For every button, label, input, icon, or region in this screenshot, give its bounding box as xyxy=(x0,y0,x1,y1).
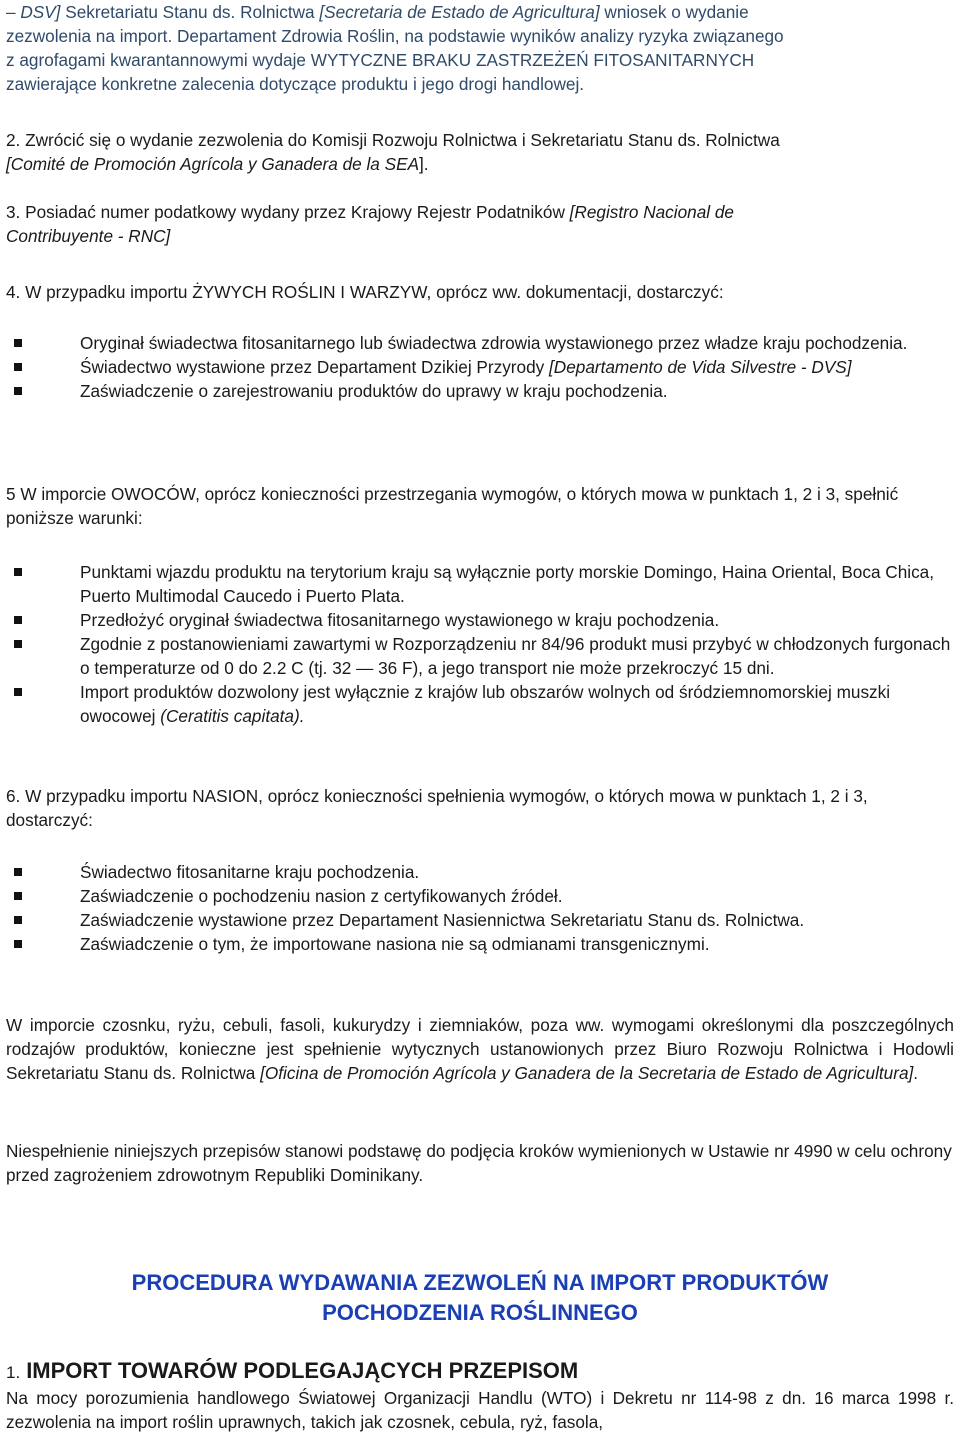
list-item: Zaświadczenie o zarejestrowaniu produktów do uprawy w kraju pochodzenia. xyxy=(12,379,952,403)
bullet-square-icon xyxy=(14,940,22,948)
section-number: 1. xyxy=(6,1363,21,1382)
list-item: Import produktów dozwolony jest wyłącznie z krajów lub obszarów wolnych od śródziemnomorskiej muszki owocowej (Ceratitis capitata). xyxy=(12,680,952,728)
item-3 xyxy=(6,200,954,248)
bullet-square-icon xyxy=(14,640,22,648)
intro-line-1: – DSV] Sekretariatu Stanu ds. Rolnictwa [Secretaria de Estado de Agricultura] wniosek o wydanie xyxy=(6,2,749,22)
section-1-title xyxy=(6,1356,578,1388)
list-item: Przedłożyć oryginał świadectwa fitosanitarnego wystawionego w kraju pochodzenia. xyxy=(12,608,952,632)
item-3-line-2: Contribuyente - RNC] xyxy=(6,226,171,246)
procedure-heading xyxy=(0,1268,960,1328)
item-3-line-1: 3. Posiadać numer podatkowy wydany przez Krajowy Rejestr Podatników [Registro Nacional de xyxy=(6,202,734,222)
bullet-square-icon xyxy=(14,868,22,876)
list-item: Zaświadczenie o tym, że importowane nasiona nie są odmianami transgenicznymi. xyxy=(12,932,952,956)
bullet-square-icon xyxy=(14,916,22,924)
item-6-intro: 6. W przypadku importu NASION, oprócz konieczności spełnienia wymogów, o których mowa w punktach 1, 2 i 3, dostarczyć: xyxy=(6,786,868,830)
procedure-heading-line-2: POCHODZENIA ROŚLINNEGO xyxy=(322,1300,638,1325)
bullet-square-icon xyxy=(14,892,22,900)
intro-line-4: zawierające konkretne zalecenia dotyczące produktu i jego drogi handlowej. xyxy=(6,74,585,94)
list-item: Świadectwo fitosanitarne kraju pochodzenia. xyxy=(12,860,952,884)
item-2 xyxy=(6,128,954,176)
bullet-square-icon xyxy=(14,387,22,395)
section-1-text: Na mocy porozumienia handlowego Światowej Organizacji Handlu (WTO) i Dekretu nr 114-98 z dn. 16 marca 1998 r. zezwolenia na import roślin uprawnych, takich jak czosnek, cebula, ryż, fasola, xyxy=(6,1388,954,1432)
list-item: Zgodnie z postanowieniami zawartymi w Rozporządzeniu nr 84/96 produkt musi przybyć w chłodzonych furgonach o temperaturze od 0 do 2.2 C (tj. 32 — 36 F), a jego transport nie może przekroczyć 15 dni. xyxy=(12,632,952,680)
bullet-square-icon xyxy=(14,568,22,576)
item-6-bullet-list xyxy=(12,860,952,956)
item-5-bullet-list xyxy=(12,560,952,728)
procedure-heading-line-1: PROCEDURA WYDAWANIA ZEZWOLEŃ NA IMPORT PRODUKTÓW xyxy=(131,1270,829,1295)
list-item: Punktami wjazdu produktu na terytorium kraju są wyłącznie porty morskie Domingo, Haina Oriental, Boca Chica, Puerto Multimodal Caucedo i Puerto Plata. xyxy=(12,560,952,608)
item-4-intro: 4. W przypadku importu ŻYWYCH ROŚLIN I WARZYW, oprócz ww. dokumentacji, dostarczyć: xyxy=(6,282,724,302)
section-title: IMPORT TOWARÓW PODLEGAJĄCYCH PRZEPISOM xyxy=(26,1358,579,1383)
intro-line-3: z agrofagami kwarantannowymi wydaje WYTYCZNE BRAKU ZASTRZEŻEŃ FITOSANITARNYCH xyxy=(6,50,755,70)
paragraph-specific-products: W imporcie czosnku, ryżu, cebuli, fasoli, kukurydzy i ziemniaków, poza ww. wymogami określonymi dla poszczególnych rodzajów produktów, konieczne jest spełnienie wytycznych ustanowionych przez Biuro Rozwoju Rolnictwa i Hodowli Sekretariatu Stanu ds. Rolnictwa [Oficina de Promoción Agrícola y Ganadera de la Secretaria de Estado de Agricultura]. xyxy=(6,1015,954,1083)
list-item: Zaświadczenie o pochodzeniu nasion z certyfikowanych źródeł. xyxy=(12,884,952,908)
item-2-text: 2. Zwrócić się o wydanie zezwolenia do Komisji Rozwoju Rolnictwa i Sekretariatu Stanu ds. Rolnictwa xyxy=(6,130,780,150)
paragraph-law-4990: Niespełnienie niniejszych przepisów stanowi podstawę do podjęcia kroków wymienionych w Ustawie nr 4990 w celu ochrony przed zagrożeniem zdrowotnym Republiki Dominikany. xyxy=(6,1141,952,1185)
bullet-square-icon xyxy=(14,339,22,347)
item-4-bullet-list xyxy=(12,331,952,403)
item-5-intro: 5 W imporcie OWOCÓW, oprócz konieczności przestrzegania wymogów, o których mowa w punktach 1, 2 i 3, spełnić poniższe warunki: xyxy=(6,484,899,528)
item-2-line-2: [Comité de Promoción Agrícola y Ganadera de la SEA]. xyxy=(6,154,429,174)
list-item: Oryginał świadectwa fitosanitarnego lub świadectwa zdrowia wystawionego przez władze kraju pochodzenia. xyxy=(12,331,952,355)
list-item: Zaświadczenie wystawione przez Departament Nasiennictwa Sekretariatu Stanu ds. Rolnictwa. xyxy=(12,908,952,932)
bullet-square-icon xyxy=(14,363,22,371)
bullet-square-icon xyxy=(14,688,22,696)
bullet-square-icon xyxy=(14,616,22,624)
list-item: Świadectwo wystawione przez Departament Dzikiej Przyrody [Departamento de Vida Silvestre - DVS] xyxy=(12,355,952,379)
intro-paragraph xyxy=(6,0,954,96)
intro-line-2: zezwolenia na import. Departament Zdrowia Roślin, na podstawie wyników analizy ryzyka związanego xyxy=(6,26,784,46)
